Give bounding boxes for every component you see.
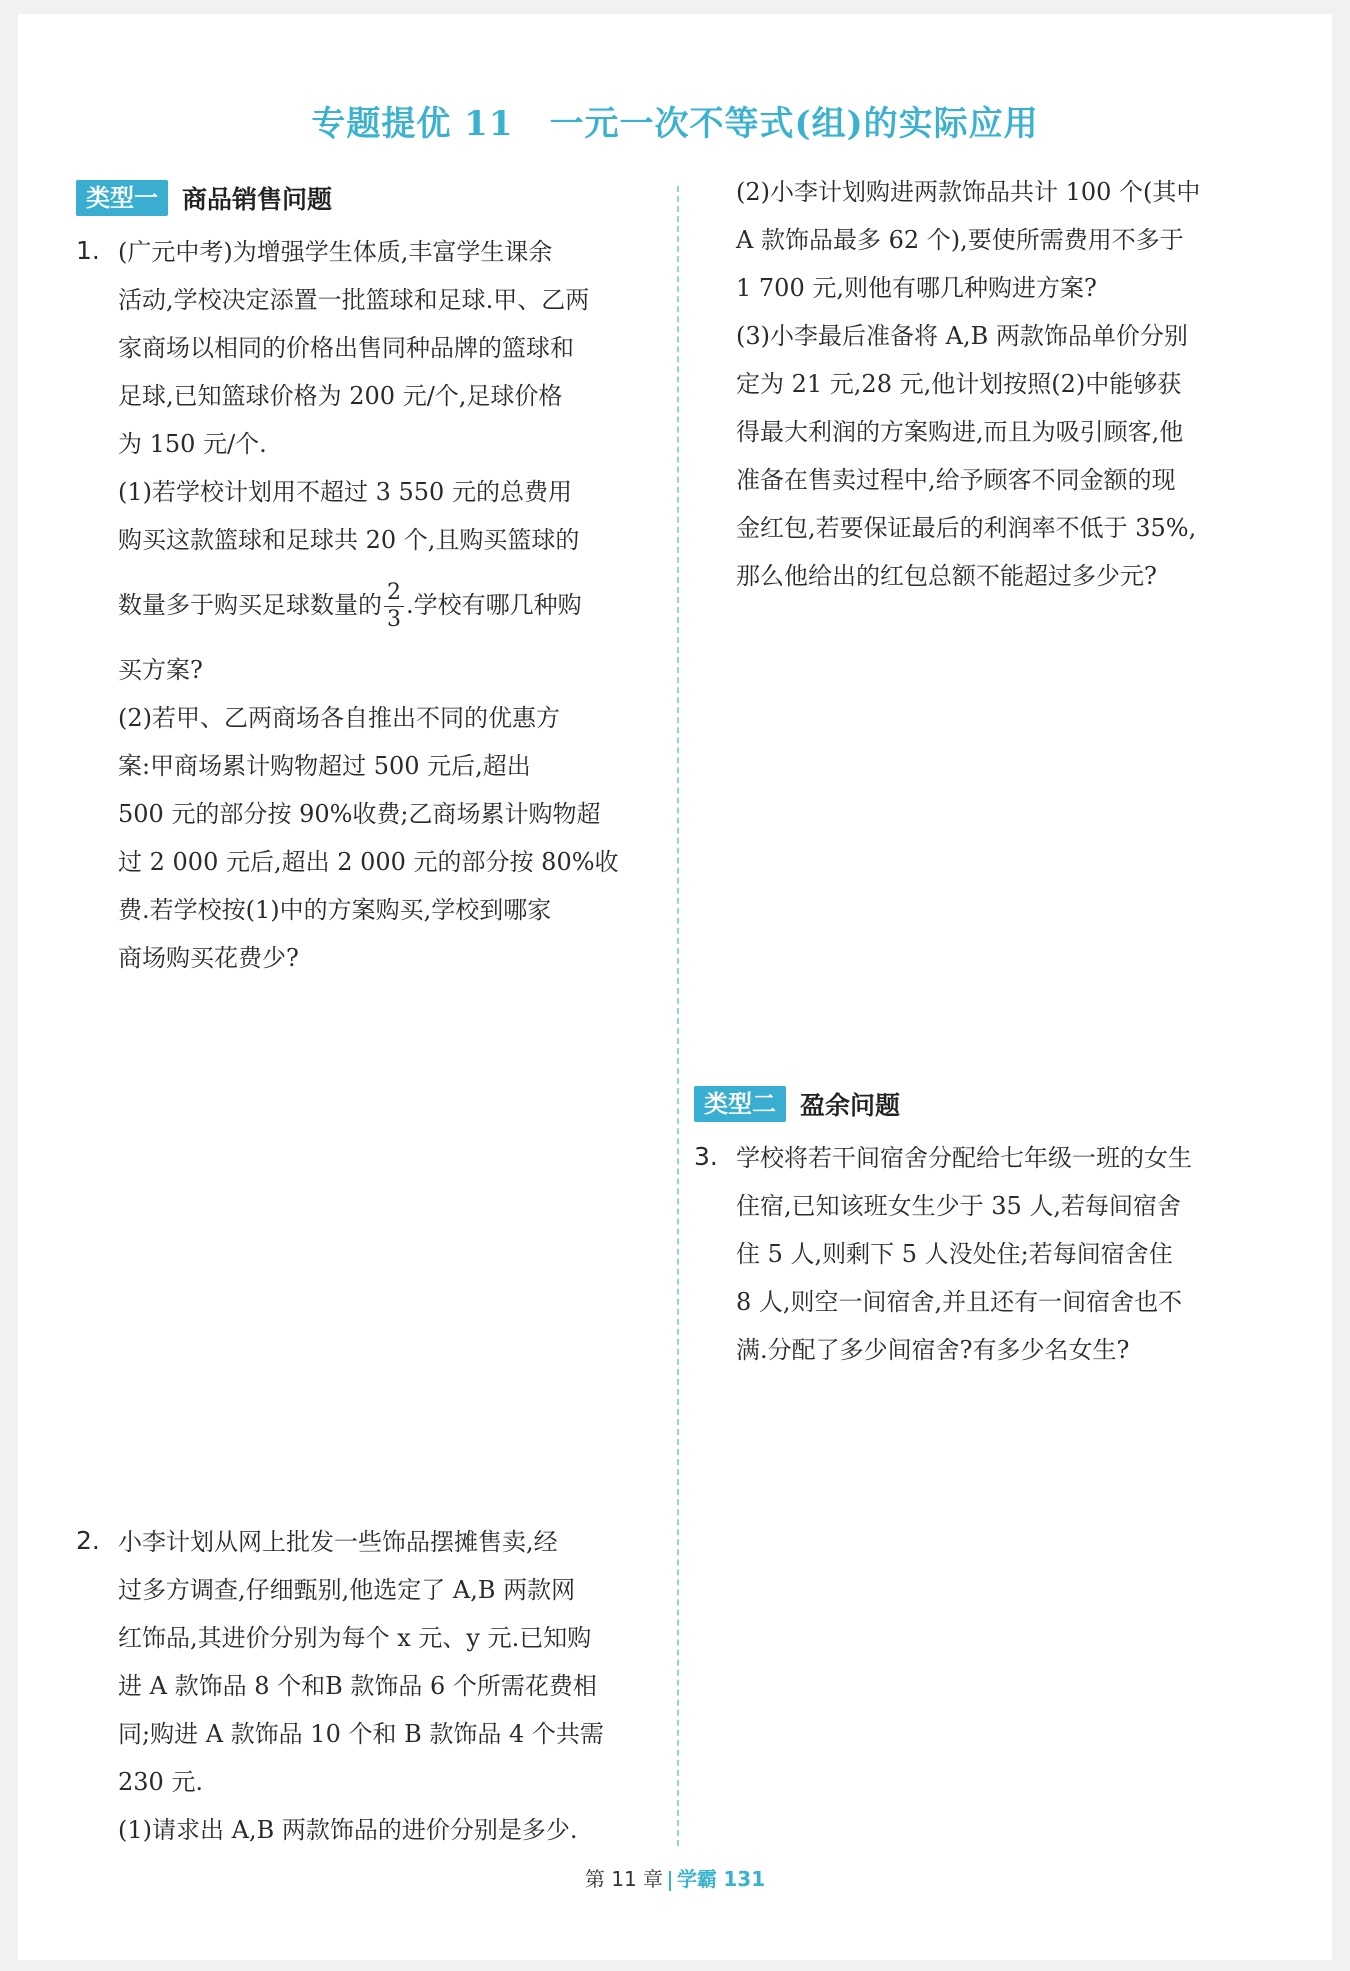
q1-frac-before: 数量多于购买足球数量的 <box>118 591 382 619</box>
q2-cont-line: 金红包,若要保证最后的利润率不低于 35%, <box>736 514 1197 542</box>
q1-text <box>118 228 658 982</box>
section2-tag: 类型二 <box>694 1086 786 1122</box>
q1-line: 买方案? <box>118 656 203 684</box>
section2-title: 盈余问题 <box>800 1091 901 1120</box>
q1-line: (广元中考)为增强学生体质,丰富学生课余 <box>118 238 553 266</box>
q1-line: 家商场以相同的价格出售同种品牌的篮球和 <box>118 334 574 362</box>
fraction <box>384 580 404 633</box>
page-title <box>0 96 1350 145</box>
q1-line: 案:甲商场累计购物超过 500 元后,超出 <box>118 752 531 780</box>
q3-line: 住宿,已知该班女生少于 35 人,若每间宿舍 <box>736 1192 1182 1220</box>
q2-cont-line: 那么他给出的红包总额不能超过多少元? <box>736 562 1157 590</box>
q2-line: 红饰品,其进价分别为每个 x 元、y 元.已知购 <box>118 1624 592 1652</box>
q3-line: 满.分配了多少间宿舍?有多少名女生? <box>736 1336 1130 1364</box>
q2-line: 过多方调查,仔细甄别,他选定了 A,B 两款网 <box>118 1576 576 1604</box>
section1-tag: 类型一 <box>76 180 168 216</box>
footer-brand: 学霸 <box>677 1867 718 1891</box>
q3-line: 学校将若干间宿舍分配给七年级一班的女生 <box>736 1144 1192 1172</box>
q2-cont-line: (2)小李计划购进两款饰品共计 100 个(其中 <box>736 178 1201 206</box>
q1-line: 购买这款篮球和足球共 20 个,且购买篮球的 <box>118 526 580 554</box>
q1-line: 500 元的部分按 90%收费;乙商场累计购物超 <box>118 800 601 828</box>
q1-line: 过 2 000 元后,超出 2 000 元的部分按 80%收 <box>118 848 619 876</box>
q2-text <box>118 1518 658 1854</box>
q2-continuation <box>736 168 1276 600</box>
q1-line: 为 150 元/个. <box>118 430 267 458</box>
q1-frac-after: .学校有哪几种购 <box>406 591 582 619</box>
q2-line: (1)请求出 A,B 两款饰品的进价分别是多少. <box>118 1816 578 1844</box>
q2-cont-line: 1 700 元,则他有哪几种购进方案? <box>736 274 1097 302</box>
title-part2: 一元一次不等式(组)的实际应用 <box>549 104 1039 144</box>
q2-line: 同;购进 A 款饰品 10 个和 B 款饰品 4 个共需 <box>118 1720 604 1748</box>
q1-line: (1)若学校计划用不超过 3 550 元的总费用 <box>118 478 572 506</box>
q3-line: 住 5 人,则剩下 5 人没处住;若每间宿舍住 <box>736 1240 1173 1268</box>
q2-cont-line: 准备在售卖过程中,给予顾客不同金额的现 <box>736 466 1176 494</box>
q3-line: 8 人,则空一间宿舍,并且还有一间宿舍也不 <box>736 1288 1183 1316</box>
q2-cont-line: A 款饰品最多 62 个),要使所需费用不多于 <box>736 226 1184 254</box>
section1-header <box>76 180 332 216</box>
q2-line: 230 元. <box>118 1768 204 1796</box>
q2-line: 进 A 款饰品 8 个和B 款饰品 6 个所需花费相 <box>118 1672 597 1700</box>
q2-cont-line: 定为 21 元,28 元,他计划按照(2)中能够获 <box>736 370 1182 398</box>
q1-line: 费.若学校按(1)中的方案购买,学校到哪家 <box>118 896 552 924</box>
q2-cont-line: (3)小李最后准备将 A,B 两款饰品单价分别 <box>736 322 1188 350</box>
section2-header <box>694 1086 900 1122</box>
page-number: 131 <box>723 1867 766 1891</box>
q1-line: 足球,已知篮球价格为 200 元/个,足球价格 <box>118 382 563 410</box>
frac-denominator: 3 <box>387 607 401 632</box>
q2-line: 小李计划从网上批发一些饰品摆摊售卖,经 <box>118 1528 558 1556</box>
column-divider <box>677 186 679 1846</box>
page-footer <box>0 1863 1350 1892</box>
q2-cont-line: 得最大利润的方案购进,而且为吸引顾客,他 <box>736 418 1184 446</box>
q1-number: 1. <box>76 236 100 265</box>
q2-number: 2. <box>76 1526 100 1555</box>
q1-line: 活动,学校决定添置一批篮球和足球.甲、乙两 <box>118 286 590 314</box>
q3-number: 3. <box>694 1142 718 1171</box>
q1-line: 商场购买花费少? <box>118 944 299 972</box>
footer-chapter: 第 11 章 <box>584 1867 664 1891</box>
q1-fraction-line <box>118 564 658 646</box>
q1-line: (2)若甲、乙两商场各自推出不同的优惠方 <box>118 704 560 732</box>
section1-title: 商品销售问题 <box>182 185 333 214</box>
title-part1: 专题提优 11 <box>311 104 514 144</box>
q3-text <box>736 1134 1276 1374</box>
frac-numerator: 2 <box>384 580 404 607</box>
